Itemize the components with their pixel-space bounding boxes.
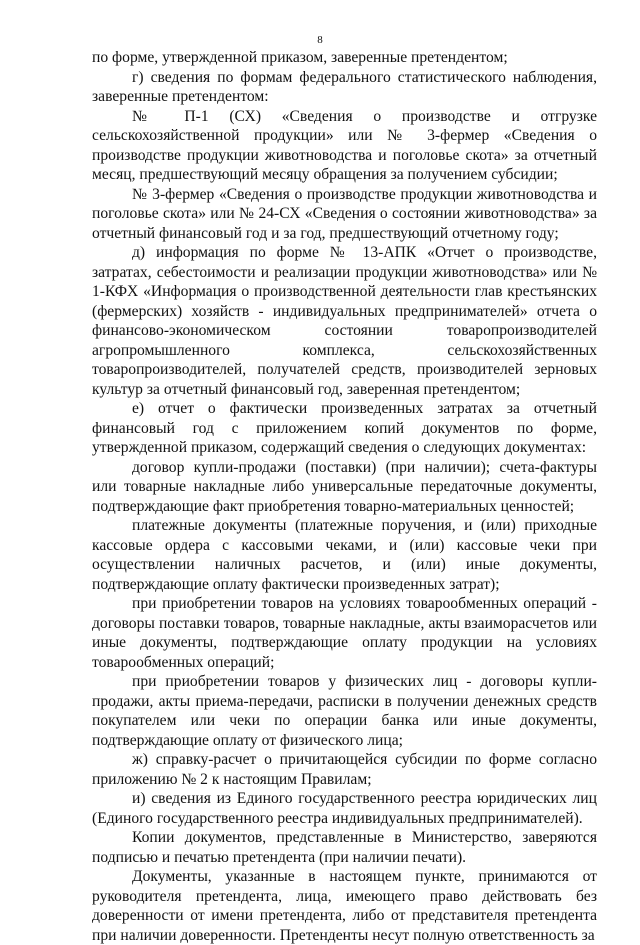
paragraph-documents: Документы, указанные в настоящем пункте, принимаются от руководителя претендента, лица, имеющего право действовать без доверенности от имени претендента, либо от представителя претендента при наличии доверенности. Претенденты несут полную ответственность за <box>92 868 597 944</box>
paragraph-item-g: г) сведения по формам федерального статистического наблюдения, заверенные претендентом: <box>92 68 597 105</box>
paragraph-contract: договор купли-продажи (поставки) (при наличии); счета-фактуры или товарные накладные либо универсальные передаточные документы, подтверждающие факт приобретения товарно-материальных ценностей; <box>92 458 597 515</box>
paragraph-copies: Копии документов, представленные в Министерство, заверяются подписью и печатью претендента (при наличии печати). <box>92 829 597 866</box>
page-number: 8 <box>317 34 323 46</box>
paragraph-item-zh: ж) справку-расчет о причитающейся субсидии по форме согласно приложению № 2 к настоящим Правилам; <box>92 751 597 788</box>
paragraph-item-i: и) сведения из Единого государственного реестра юридических лиц (Единого государственного реестра индивидуальных предпринимателей). <box>92 790 597 827</box>
paragraph-barter: при приобретении товаров на условиях товарообменных операций - договоры поставки товаров, товарные накладные, акты взаиморасчетов или иные документы, подтверждающие оплату продукции на условиях товарообменных операций; <box>92 595 597 671</box>
paragraph-form-p1: № П-1 (СХ) «Сведения о производстве и отгрузке сельскохозяйственной продукции» или № 3-фермер «Сведения о производстве продукции животноводства и поголовье скота» за отчетный месяц, предшествующий месяцу обращения за получением субсидии; <box>92 107 597 183</box>
paragraph-payment-docs: платежные документы (платежные поручения, и (или) приходные кассовые ордера с кассовыми чеками, и (или) кассовые чеки при осуществлении наличных расчетов, и (или) иные документы, подтверждающие оплату фактически произведенных затрат); <box>92 517 597 593</box>
paragraph-individuals: при приобретении товаров у физических лиц - договоры купли-продажи, акты приема-передачи, расписки в получении денежных средств покупателем или чеки по операции банка или иные документы, подтверждающие оплату от физического лица; <box>92 673 597 749</box>
document-body <box>92 48 597 945</box>
paragraph-item-e: е) отчет о фактически произведенных затратах за отчетный финансовый год с приложением копий документов по форме, утвержденной приказом, содержащий сведения о следующих документах: <box>92 400 597 456</box>
paragraph-continuation: по форме, утвержденной приказом, заверенные претендентом; <box>92 49 508 66</box>
paragraph-item-d: д) информация по форме № 13-АПК «Отчет о производстве, затратах, себестоимости и реализации продукции животноводства» или № 1-КФХ «Информация о производственной деятельности глав крестьянских (фермерских) хозяйств - индивидуальных предпринимателей» отчета о финансово-экономическом состоянии товаропроизводителей агропромышленного комплекса, сельскохозяйственных товаропроизводителей, получателей средств, производителей зерновых культур за отчетный финансовый год, заверенная претендентом; <box>92 244 597 398</box>
paragraph-form-3-fermer: № 3-фермер «Сведения о производстве продукции животноводства и поголовье скота» или № 24-СХ «Сведения о состоянии животноводства» за отчетный финансовый год и за год, предшествующий отчетному году; <box>92 185 597 242</box>
